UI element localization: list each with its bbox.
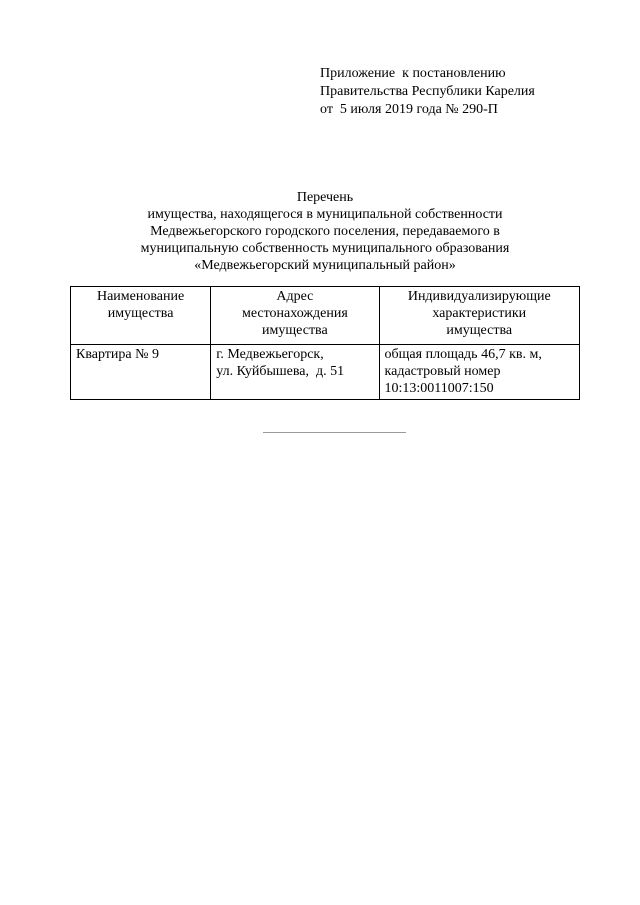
header-name-line: имущества [107, 306, 174, 321]
header-name-line: Наименование [96, 289, 185, 304]
header-characteristics-line: Индивидуализирующие [407, 289, 551, 304]
appendix-line-2: Правительства Республики Карелия [320, 84, 535, 99]
header-address-line: Адрес [276, 289, 314, 304]
cell-characteristics [379, 345, 579, 400]
appendix-line-1: Приложение к постановлению [320, 66, 506, 81]
cell-characteristics-line: 10:13:0011007:150 [384, 381, 494, 396]
cell-characteristics-line: кадастровый номер [384, 364, 501, 379]
title-line-3: муниципальную собственность муниципального образования [140, 241, 510, 256]
appendix-header [320, 65, 620, 119]
title-line-4: «Медвежьегорский муниципальный район» [194, 258, 456, 273]
title-line-2: Медвежьегорского городского поселения, передаваемого в [150, 224, 500, 239]
appendix-line-3: от 5 июля 2019 года № 290-П [320, 102, 498, 117]
cell-characteristics-line: общая площадь 46,7 кв. м, [384, 347, 542, 362]
table-row [71, 345, 580, 400]
document-title [70, 189, 580, 274]
cell-name [71, 345, 211, 400]
cell-address [211, 345, 379, 400]
property-table [70, 286, 580, 400]
header-characteristics [379, 287, 579, 345]
closing-divider [263, 432, 406, 433]
header-characteristics-line: характеристики [432, 306, 527, 321]
cell-address-line: г. Медвежьегорск, [216, 347, 324, 362]
title-line-1: имущества, находящегося в муниципальной собственности [147, 207, 503, 222]
cell-name-line: Квартира № 9 [76, 347, 159, 362]
header-address-line: имущества [262, 323, 328, 338]
title-heading: Перечень [296, 190, 354, 205]
table-header-row [71, 287, 580, 345]
cell-address-line: ул. Куйбышева, д. 51 [216, 364, 345, 379]
header-name [71, 287, 211, 345]
header-characteristics-line: имущества [446, 323, 513, 338]
header-address [211, 287, 379, 345]
header-address-line: местонахождения [241, 306, 348, 321]
